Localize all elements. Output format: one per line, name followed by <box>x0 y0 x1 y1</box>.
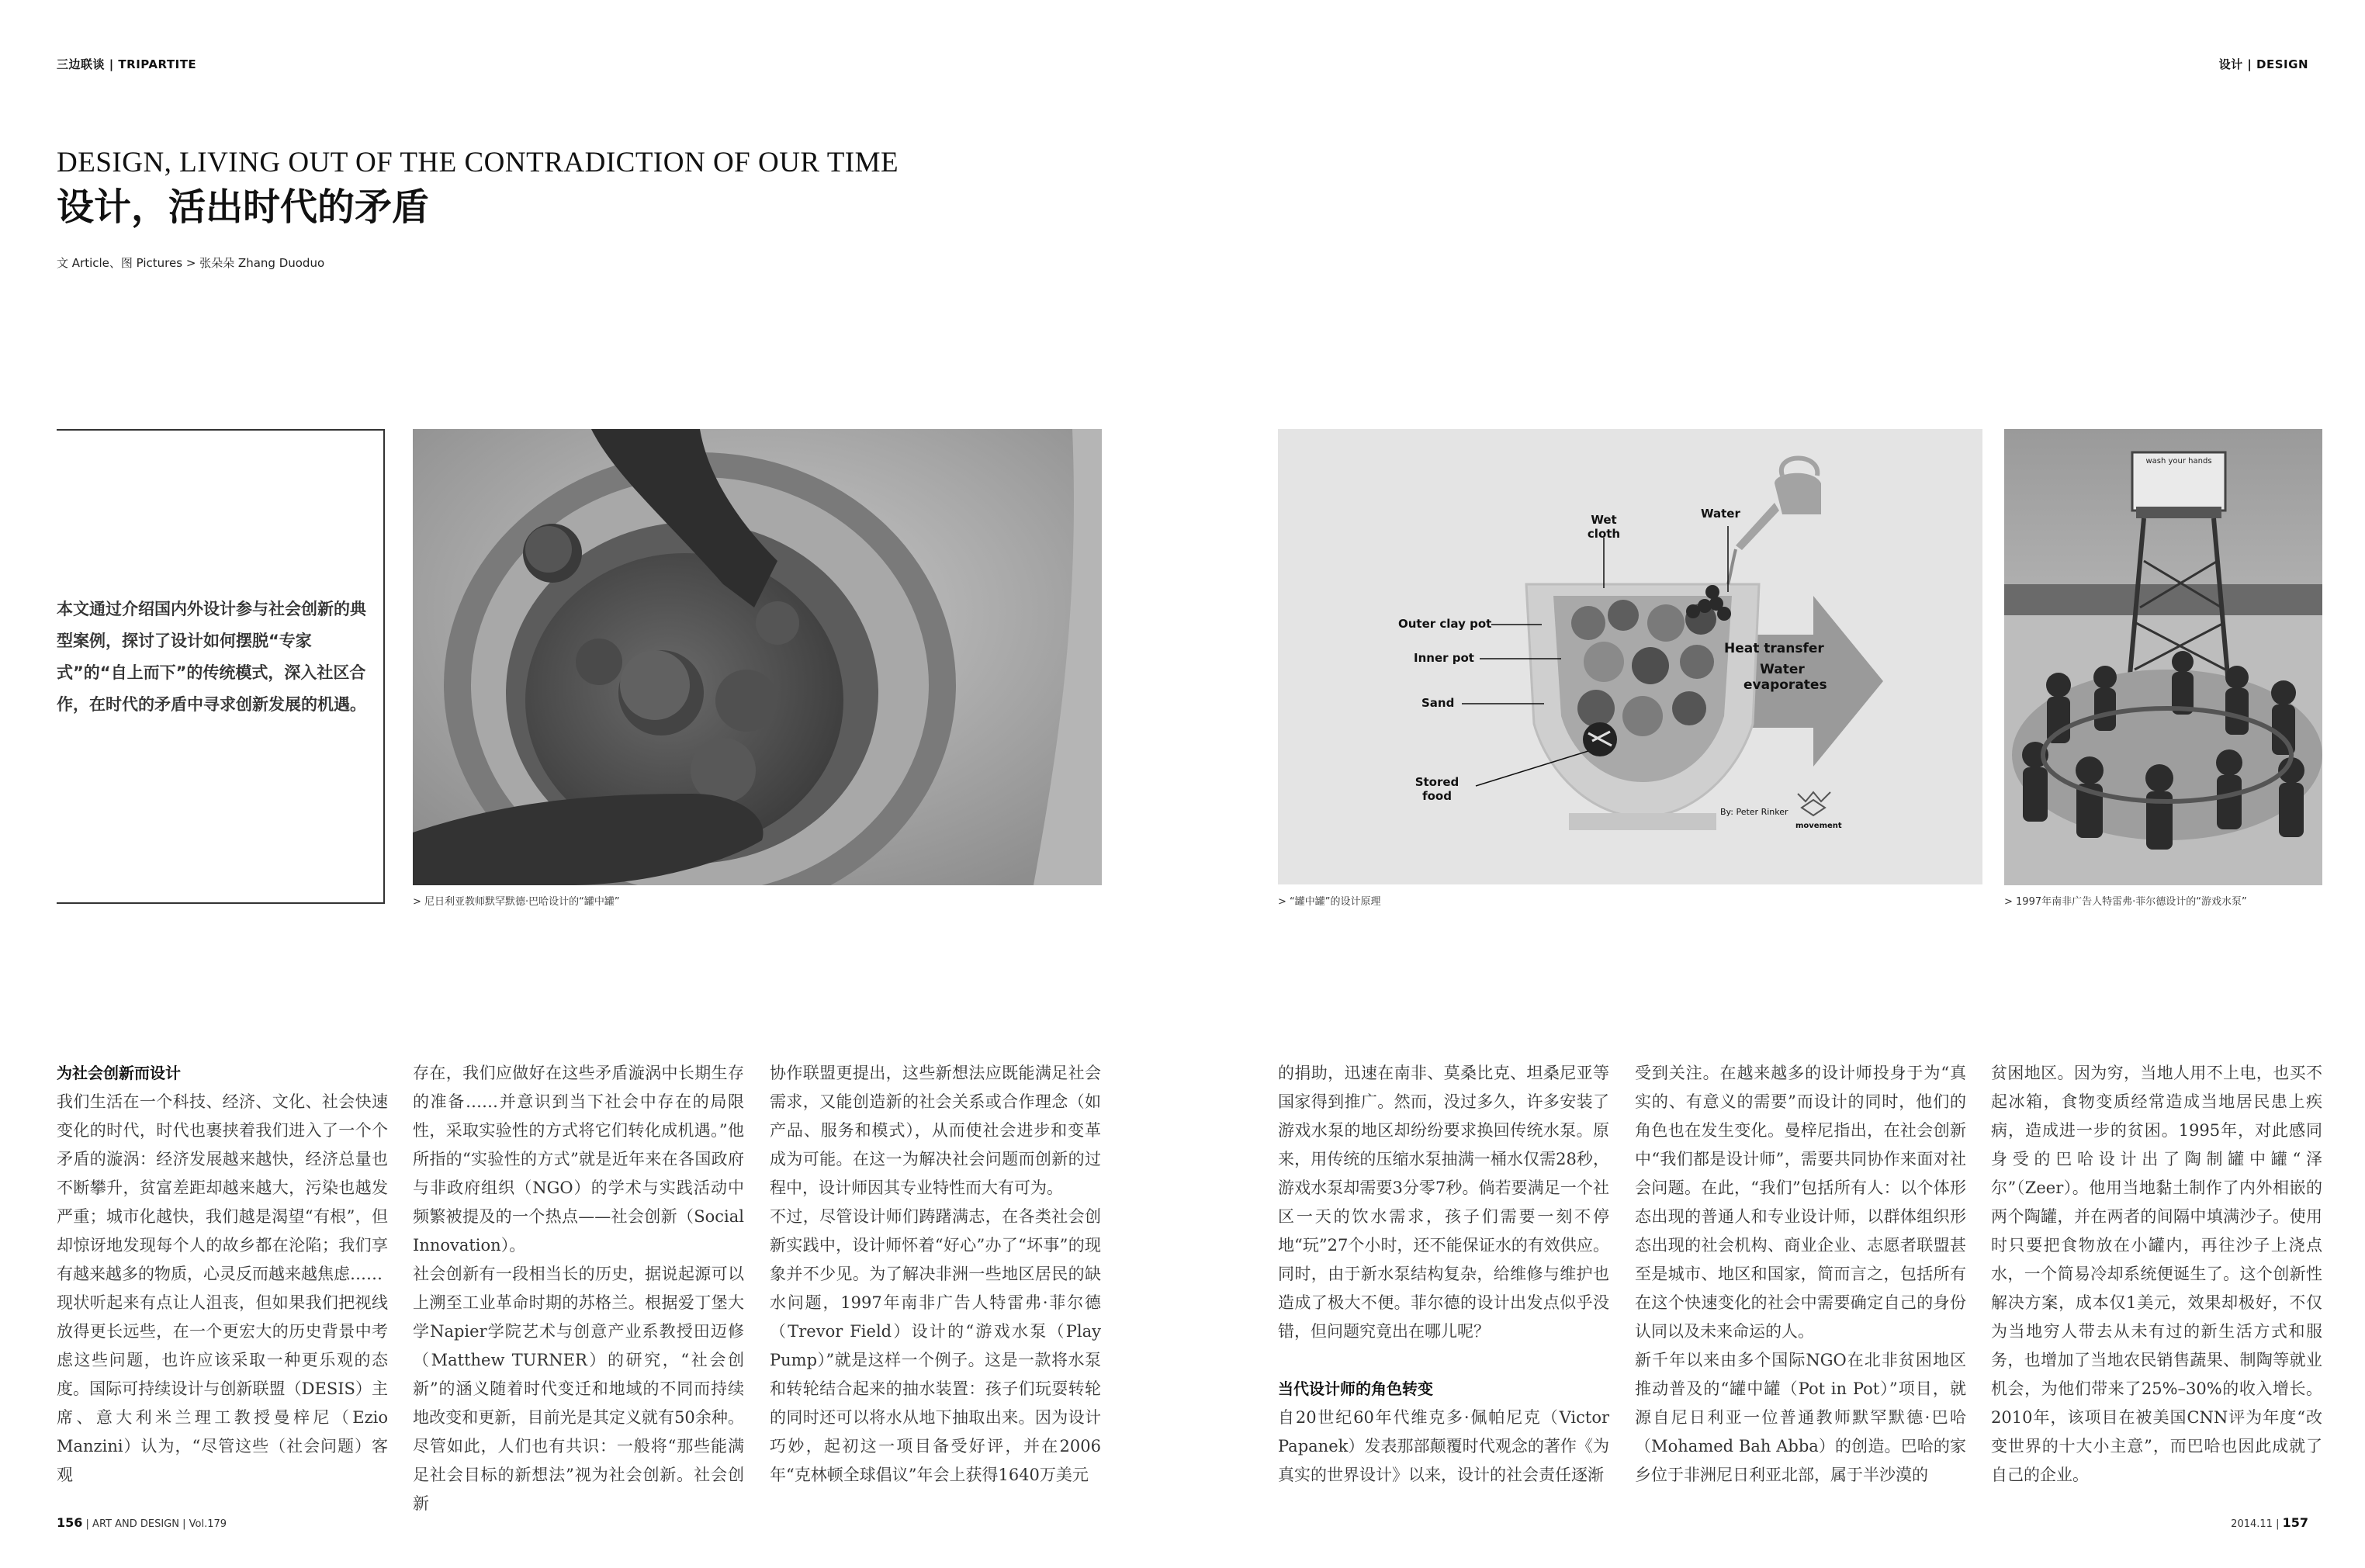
diagram-logo-text: movement <box>1795 822 1842 830</box>
diagram-label-stored-food: Stored food <box>1414 775 1460 803</box>
diagram-label-water: Water <box>1701 507 1740 521</box>
title-chinese: 设计，活出时代的矛盾 <box>57 185 430 229</box>
body-paragraph: 协作联盟更提出，这些新想法应既能满足社会需求，又能创造新的社会关系或合作理念（如产品、服务和模式），从而使社会进步和变革成为可能。在这一为解决社会问题而创新的过程中，设计师因其专业特性而大有可为。 <box>770 1064 1101 1197</box>
section-heading-designer-role: 当代设计师的角色转变 <box>1278 1379 1433 1398</box>
body-column-6 <box>1991 1059 2322 1490</box>
diagram-label-wet-cloth: Wet cloth <box>1587 513 1621 541</box>
diagram-label-inner-pot: Inner pot <box>1414 651 1474 665</box>
caption-photo-play-pump: > 1997年南非广告人特雷弗·菲尔德设计的“游戏水泵” <box>2004 896 2247 908</box>
body-column-4 <box>1278 1059 1609 1490</box>
title-english: DESIGN, LIVING OUT OF THE CONTRADICTION OF OUR TIME <box>57 147 899 178</box>
body-column-1 <box>57 1059 388 1490</box>
abstract-box <box>57 429 385 904</box>
body-paragraph: 贫困地区。因为穷，当地人用不上电，也买不起冰箱，食物变质经常造成当地居民患上疾病，造成进一步的贫困。1995年，对此感同身受的巴哈设计出了陶制罐中罐“泽尔”（Zeer）。他用当地黏土制作了内外相嵌的两个陶罐，并在两者的间隔中填满沙子。使用时只要把食物放在小罐内，再往沙子上浇点水，一个简易冷却系统便诞生了。这个创新性解决方案，成本仅1美元，效果却极好，不仅为当地穷人带去从未有过的新生活方式和服务，也增加了当地农民销售蔬果、制陶等就业机会，为他们带来了25%–30%的收入增长。2010年，该项目在被美国CNN评为年度“改变世界的十大小主意”，而巴哈也因此成就了自己的企业。 <box>1991 1064 2322 1484</box>
page-number-left: 156 <box>57 1515 83 1530</box>
diagram-label-water-evaporates: Water evaporates <box>1743 662 1827 693</box>
photo-pot-in-pot <box>413 429 1102 885</box>
body-paragraph: 的捐助，迅速在南非、莫桑比克、坦桑尼亚等国家得到推广。然而，没过多久，许多安装了游戏水泵的地区却纷纷要求换回传统水泵。原来，用传统的压缩水泵抽满一桶水仅需28秒，游戏水泵却需要3分零7秒。倘若要满足一个社区一天的饮水需求，孩子们需要一刻不停地“玩”27个小时，还不能保证水的有效供应。同时，由于新水泵结构复杂，给维修与维护也造成了极大不便。菲尔德的设计出发点似乎没错，但问题究竟出在哪儿呢？ <box>1278 1064 1609 1341</box>
photo-pot-in-pot-image <box>413 429 1102 885</box>
running-head-left: 三边联谈 | TRIPARTITE <box>57 57 197 71</box>
body-paragraph: 社会创新有一段相当长的历史，据说起源可以上溯至工业革命时期的苏格兰。根据爱丁堡大学Napier学院艺术与创意产业系教授田迈修（Matthew TURNER）的研究，“社会创新”的涵义随着时代变迁和地域的不同而持续地改变和更新，目前光是其定义就有50余种。尽管如此，人们也有共识：一般将“那些能满足社会目标的新想法”视为社会创新。社会创新 <box>413 1265 744 1513</box>
page-number-right: 157 <box>2282 1515 2308 1530</box>
body-paragraph: 新千年以来由多个国际NGO在北非贫困地区推动普及的“罐中罐（Pot in Pot）”项目，就源自尼日利亚一位普通教师默罕默德·巴哈（Mohamed Bah Abba）的创造。巴哈的家乡位于非洲尼日利亚北部，属于半沙漠的 <box>1635 1351 1966 1484</box>
caption-photo-pot-in-pot: > 尼日利亚教师默罕默德·巴哈设计的“罐中罐” <box>413 896 620 908</box>
photo-play-pump-image <box>2004 429 2322 885</box>
folio-left <box>57 1515 227 1530</box>
photo-play-pump <box>2004 429 2322 885</box>
diagram-label-outer-clay-pot: Outer clay pot <box>1398 617 1492 631</box>
folio-left-text: | ART AND DESIGN | Vol.179 <box>85 1518 227 1530</box>
body-paragraph: 存在，我们应做好在这些矛盾漩涡中长期生存的准备……并意识到当下社会中存在的局限性，采取实验性的方式将它们转化成机遇。”他所指的“实验性的方式”就是近年来在各国政府与非政府组织（NGO）的学术与实践活动中频繁被提及的一个热点——社会创新（Social Innovation）。 <box>413 1064 744 1255</box>
diagram-credit: By: Peter Rinker <box>1720 807 1788 817</box>
billboard-text: wash your hands <box>2145 457 2212 466</box>
body-paragraph: 不过，尽管设计师们踌躇满志，在各类社会创新实践中，设计师怀着“好心”办了“坏事”的现象并不少见。为了解决非洲一些地区居民的缺水问题，1997年南非广告人特雷弗·菲尔德（Trevor Field）设计的“游戏水泵（Play Pump）”就是这样一个例子。这是一款将水泵和转轮结合起来的抽水装置：孩子们玩耍转轮的同时还可以将水从地下抽取出来。因为设计巧妙，起初这一项目备受好评，并在2006年“克林顿全球倡议”年会上获得1640万美元 <box>770 1207 1101 1484</box>
running-head-right: 设计 | DESIGN <box>2218 57 2308 71</box>
body-paragraph: 受到关注。在越来越多的设计师投身于为“真实的、有意义的需要”而设计的同时，他们的角色也在发生变化。曼梓尼指出，在社会创新中“我们都是设计师”，需要共同协作来面对社会问题。在此，“我们”包括所有人：以个体形态出现的普通人和专业设计师，以群体组织形态出现的社会机构、商业企业、志愿者联盟甚至是城市、地区和国家，简而言之，包括所有在这个快速变化的社会中需要确定自己的身份认同以及未来命运的人。 <box>1635 1064 1966 1341</box>
diagram-label-heat-transfer: Heat transfer <box>1724 641 1824 656</box>
body-paragraph: 现状听起来有点让人沮丧，但如果我们把视线放得更长远些，在一个更宏大的历史背景中考虑这些问题，也许应该采取一种更乐观的态度。国际可持续设计与创新联盟（DESIS）主席、意大利米兰理工教授曼梓尼（Ezio Manzini）认为，“尽管这些（社会问题）客观 <box>57 1293 388 1484</box>
diagram-pot-in-pot-drawing <box>1278 429 1982 884</box>
abstract-text: 本文通过介绍国内外设计参与社会创新的典型案例，探讨了设计如何摆脱“专家式”的“自上而下”的传统模式，深入社区合作，在时代的矛盾中寻求创新发展的机遇。 <box>57 600 366 714</box>
folio-right <box>2231 1515 2308 1530</box>
body-paragraph: 我们生活在一个科技、经济、文化、社会快速变化的时代，时代也裹挟着我们进入了一个个矛盾的漩涡：经济发展越来越快，经济总量也不断攀升，贫富差距却越来越大，污染也越发严重；城市化越快，我们越是渴望“有根”，但却惊讶地发现每个人的故乡都在沦陷；我们享有越来越多的物质，心灵反而越来越焦虑…… <box>57 1092 388 1283</box>
diagram-label-sand: Sand <box>1421 696 1455 710</box>
body-column-5 <box>1635 1059 1966 1490</box>
body-column-2 <box>413 1059 744 1518</box>
body-column-3 <box>770 1059 1101 1490</box>
folio-right-text: 2014.11 | <box>2231 1518 2280 1530</box>
diagram-pot-in-pot <box>1278 429 1982 884</box>
byline: 文 Article、图 Pictures > 张朵朵 Zhang Duoduo <box>57 256 325 270</box>
body-paragraph: 自20世纪60年代维克多·佩帕尼克（Victor Papanek）发表那部颠覆时代观念的著作《为真实的世界设计》以来，设计的社会责任逐渐 <box>1278 1408 1609 1484</box>
caption-diagram: > “罐中罐”的设计原理 <box>1278 896 1381 908</box>
section-heading-social-innovation: 为社会创新而设计 <box>57 1064 181 1082</box>
